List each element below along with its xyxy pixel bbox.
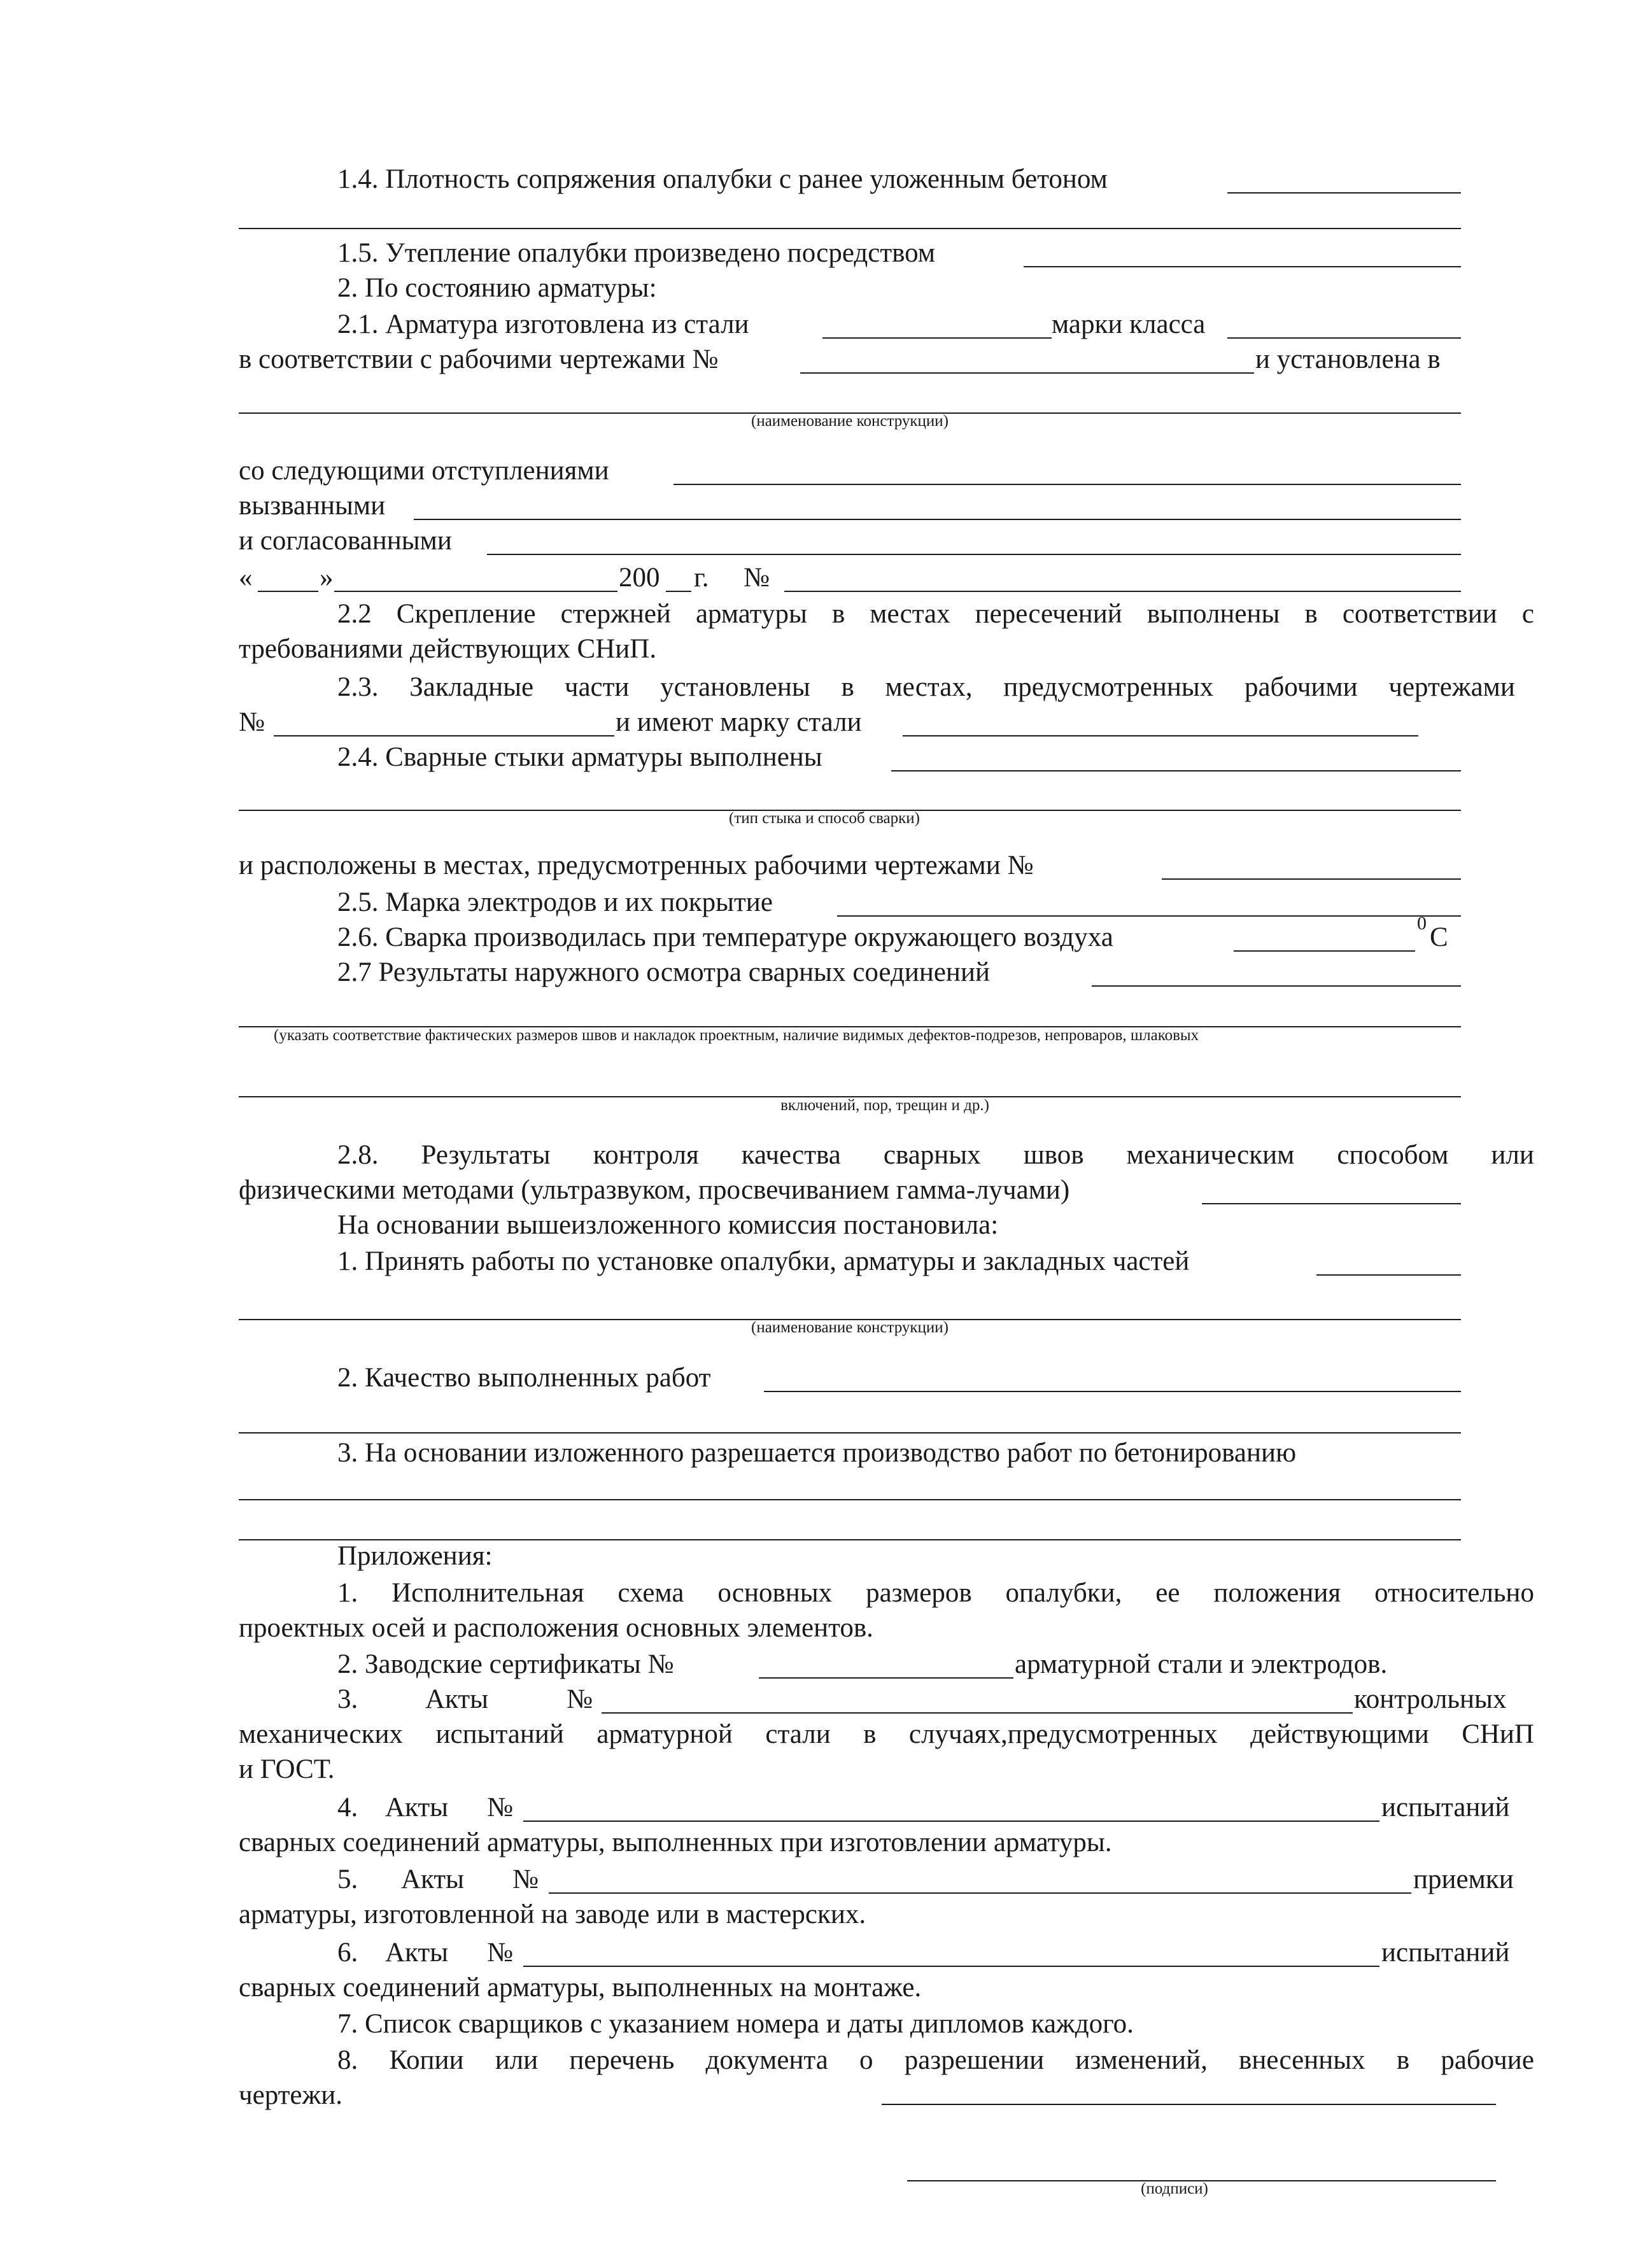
appendix-6-number: 6. [337,1938,358,1968]
item-2-6-text: 2.6. Сварка производилась при температуре окружающего воздуха [337,922,1113,952]
word: Исполнительная [391,1578,584,1608]
placed-blank [1162,878,1461,880]
item-1-4-text: 1.4. Плотность сопряжения опалубки с ранее уложенным бетоном [337,164,1108,194]
blank-line [239,1432,1461,1433]
word: опалубки, [1005,1578,1122,1608]
word: Копии [389,2045,464,2075]
word: чертежами [1388,672,1515,702]
item-2-3-steel-blank [903,735,1418,736]
item-2-3-line-1 [337,672,1515,703]
word: арматуры [695,599,807,629]
word: способом [1337,1140,1449,1170]
decision-3-text: 3. На основании изложенного разрешается производство работ по бетонированию [337,1438,1297,1468]
visual-caption-1: (указать соответствие фактических размеров швов и накладок проектным, наличие видимых дефектов-подрезов, непроваров, шлаковых [274,1027,1199,1044]
word: случаях,предусмотренных [908,1719,1218,1749]
appendix-8-text-2: чертежи. [239,2080,342,2110]
appendix-1-line-1 [337,1577,1534,1609]
item-1-4-blank [1227,192,1461,194]
word: изменений, [1075,2045,1208,2075]
item-2-3-drawings-blank [274,735,614,736]
decision-1-text: 1. Принять работы по установке опалубки, арматуры и закладных частей [337,1246,1190,1276]
year-prefix: 200 [619,563,660,593]
decision-1-blank [1316,1274,1461,1276]
word: о [859,2045,873,2075]
blank-line [239,228,1461,229]
item-2-4-blank [891,770,1461,771]
item-2-2-text-2: требованиями действующих СНиП. [239,634,657,664]
item-2-4-text: 2.4. Сварные стыки арматуры выполнены [337,742,822,772]
word: Скрепление [396,599,536,629]
appendix-8-line-1 [337,2045,1534,2076]
word: в [831,599,845,629]
word: установлены [660,672,810,702]
word: рабочие [1441,2045,1534,2075]
item-2-5-text: 2.5. Марка электродов и их покрытие [337,887,773,917]
word: документа [705,2045,828,2075]
word: местах [870,599,950,629]
word: арматурной [596,1719,733,1749]
agreed-blank [487,554,1461,555]
placed-text: и расположены в местах, предусмотренных рабочими чертежами № [239,850,1034,880]
appendix-6-acts: Акты [385,1938,449,1968]
word: местах, [885,672,973,702]
appendix-5-number: 5. [337,1864,358,1894]
word: внесенных [1239,2045,1365,2075]
word: рабочими [1244,672,1358,702]
decision-2-blank [764,1391,1461,1392]
item-2-6-degree: 0 [1417,913,1427,934]
caused-label: вызванными [239,491,386,521]
word: выполнены [1146,599,1280,629]
appendix-3-acts: Акты [425,1684,489,1714]
word: Закладные [409,672,534,702]
appendix-6-number-sign: № [487,1938,514,1968]
word: в [1396,2045,1410,2075]
year-blank [666,591,691,592]
appendix-6-text-2: сварных соединений арматуры, выполненных на монтаже. [239,1973,922,2003]
visual-caption-2: включений, пор, трещин и др.) [780,1097,989,1114]
word: или [1491,1140,1534,1170]
item-2-1-drawings-blank [800,372,1254,374]
agreed-label: и согласованными [239,526,452,556]
signatures-caption: (подписи) [1141,2180,1208,2197]
appendix-4-acts: Акты [385,1793,449,1822]
item-2-7-text: 2.7 Результаты наружного осмотра сварных соединений [337,957,990,987]
appendix-5-text-2: арматуры, изготовленной на заводе или в мастерских. [239,1899,866,1929]
appendix-5-number-sign: № [512,1864,539,1894]
word: швов [1023,1140,1084,1170]
appendix-2-text-b: арматурной стали и электродов. [1015,1649,1388,1679]
word: 8. [337,2045,358,2075]
word: в [863,1719,877,1749]
appendix-4-number-sign: № [487,1793,514,1822]
item-2-1-installed-text: и установлена в [1255,344,1441,374]
appendix-4-number: 4. [337,1793,358,1822]
appendix-1-text-2: проектных осей и расположения основных элементов. [239,1613,873,1643]
appendix-3-number: 3. [337,1684,358,1714]
word: основных [717,1578,833,1608]
appendix-4-text-2: сварных соединений арматуры, выполненных при изготовлении арматуры. [239,1828,1112,1857]
date-close-quote: » [320,563,334,593]
word: перечень [569,2045,675,2075]
item-2-2-line-1 [337,598,1534,630]
item-2-8-line-1 [337,1139,1534,1171]
item-2-7-blank [1092,985,1461,987]
word: Результаты [421,1140,551,1170]
decision-heading: На основании вышеизложенного комиссия постановила: [337,1210,999,1240]
word: соответствии [1342,599,1497,629]
caused-blank [414,519,1461,520]
word: 2.3. [337,672,379,702]
word: части [564,672,630,702]
item-2-3-steel-label: и имеют марку стали [616,707,862,737]
item-2-6-unit: С [1430,922,1448,952]
word: механических [239,1719,404,1749]
word: 2.8. [337,1140,379,1170]
word: относительно [1374,1578,1534,1608]
word: предусмотренных [1003,672,1214,702]
appendix-6-blank [523,1966,1379,1967]
deviations-label: со следующими отступлениями [239,456,609,486]
appendix-3-number-sign: № [567,1684,593,1714]
item-1-5-blank [1024,266,1461,267]
appendix-7-text: 7. Список сварщиков с указанием номера и даты дипломов каждого. [337,2009,1134,2039]
number-sign: № [744,563,770,593]
item-1-5-text: 1.5. Утепление опалубки произведено посредством [337,238,936,268]
item-2-3-number-sign: № [239,707,265,737]
word: СНиП [1462,1719,1534,1749]
word: действующими [1250,1719,1429,1749]
appendix-5-acts: Акты [401,1864,465,1894]
item-2-1-grade-blank [1227,337,1461,339]
appendix-6-tail: испытаний [1381,1938,1510,1968]
word: 2.2 [337,599,372,629]
word: механическим [1126,1140,1295,1170]
section-2-heading: 2. По состоянию арматуры: [337,273,657,303]
weld-type-caption: (тип стыка и способ сварки) [729,810,920,827]
date-open-quote: « [239,563,253,593]
year-suffix: г. [694,563,709,593]
word: испытаний [435,1719,564,1749]
construction-caption-2: (наименование конструкции) [751,1319,949,1336]
word: качества [741,1140,841,1170]
day-blank [258,591,318,592]
item-2-1-grade-label: марки класса [1052,309,1206,339]
appendix-2-text: 2. Заводские сертификаты № [337,1649,674,1679]
word: в [1304,599,1318,629]
word: стержней [560,599,671,629]
word: с [1521,599,1534,629]
item-2-5-blank [837,915,1461,917]
item-2-8-text-2: физическими методами (ультразвуком, просвечиванием гамма-лучами) [239,1175,1070,1205]
word: стали [765,1719,831,1749]
word: ее [1155,1578,1180,1608]
item-2-6-blank [1234,950,1415,952]
word: сварных [883,1140,981,1170]
month-blank [334,591,617,592]
appendix-3-text-3: и ГОСТ. [239,1754,335,1784]
word: в [841,672,854,702]
word: или [495,2045,539,2075]
appendix-2-blank [759,1677,1013,1679]
appendix-3-line-2 [239,1719,1534,1750]
word: контроля [593,1140,699,1170]
signature-line-1 [882,2104,1496,2105]
item-2-8-blank [1202,1203,1461,1204]
appendix-3-tail: контрольных [1354,1684,1507,1714]
word: пересечений [975,599,1122,629]
appendix-5-blank [549,1892,1411,1894]
word: разрешении [904,2045,1045,2075]
item-2-1-steel-blank [822,337,1052,339]
appendix-5-tail: приемки [1413,1864,1514,1894]
appendix-4-blank [523,1821,1379,1822]
word: положения [1213,1578,1341,1608]
deviations-blank [673,484,1461,485]
appendix-3-blank [602,1712,1353,1714]
appendices-heading: Приложения: [337,1541,493,1571]
word: 1. [337,1578,358,1608]
word: размеров [866,1578,972,1608]
blank-line [239,1499,1461,1500]
item-2-1-text: 2.1. Арматура изготовлена из стали [337,309,749,339]
word: схема [617,1578,684,1608]
number-blank [784,591,1461,592]
construction-caption: (наименование конструкции) [751,412,949,430]
appendix-4-tail: испытаний [1381,1793,1510,1822]
decision-2-text: 2. Качество выполненных работ [337,1363,711,1393]
item-2-1-drawings-text: в соответствии с рабочими чертежами № [239,344,719,374]
